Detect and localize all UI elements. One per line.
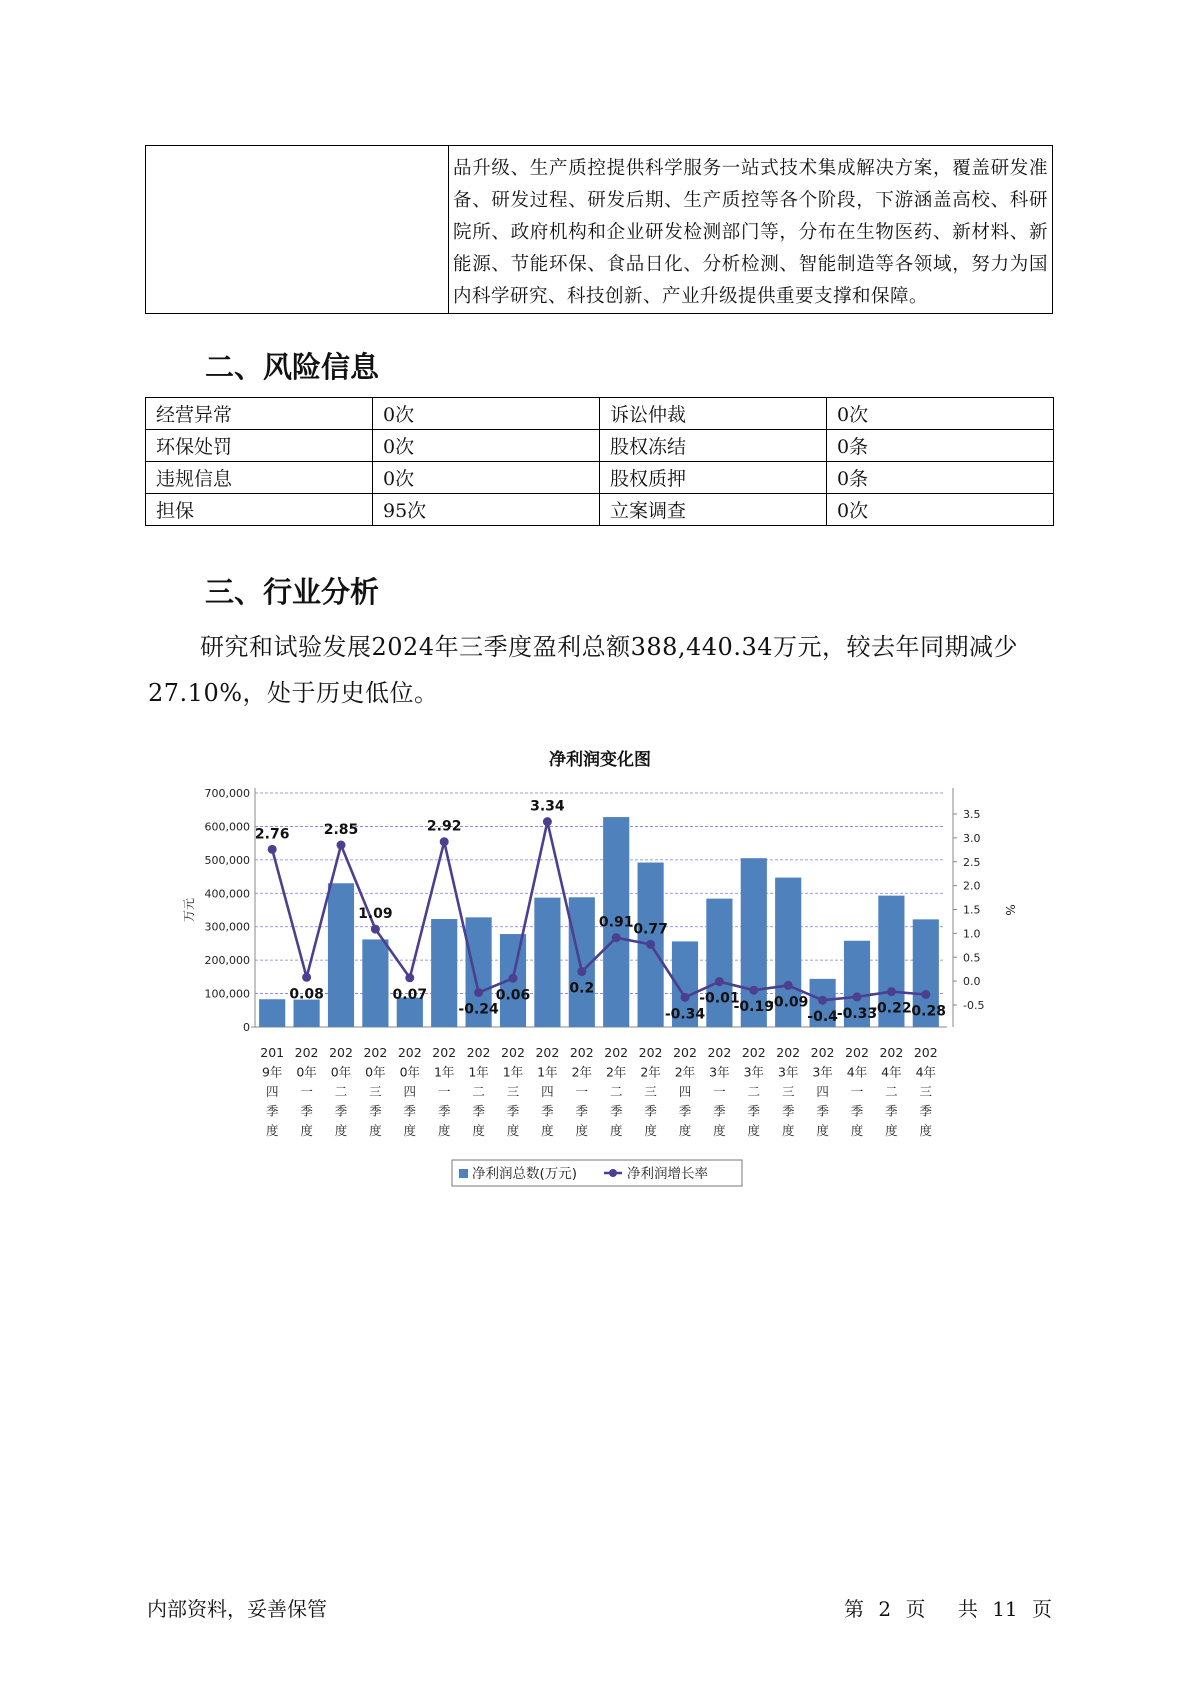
legend-line-marker: [609, 1169, 617, 1177]
page-number: 2: [878, 1597, 892, 1621]
company-intro-table: [145, 145, 1053, 314]
line-point: [681, 993, 690, 1002]
line-point: [371, 925, 380, 934]
x-tick-label: 季: [403, 1103, 417, 1119]
risk-value: 0条: [827, 430, 1054, 462]
x-tick-label: 202: [432, 1045, 457, 1060]
x-tick-label: 202: [535, 1045, 560, 1060]
risk-row: [146, 430, 1054, 462]
x-tick-label: 202: [466, 1045, 491, 1060]
x-tick-label: 1年: [468, 1064, 489, 1080]
risk-row: [146, 398, 1054, 430]
data-label: -0.22: [871, 1000, 912, 1017]
x-tick-label: 202: [776, 1045, 801, 1060]
x-tick-label: 4年: [915, 1064, 937, 1080]
data-label: -0.28: [905, 1003, 946, 1020]
x-tick-label: 季: [575, 1103, 589, 1119]
x-tick-label: 度: [403, 1123, 417, 1138]
x-tick-label: 3年: [709, 1064, 730, 1080]
x-tick-label: 季: [609, 1103, 623, 1119]
risk-label: 股权冻结: [600, 430, 827, 462]
line-point: [302, 973, 311, 982]
x-tick-label: 度: [541, 1123, 554, 1138]
y-tick-label: 400,000: [204, 887, 250, 901]
y-tick-label: 500,000: [204, 853, 250, 867]
x-tick-label: 202: [913, 1045, 938, 1060]
y2-tick-label: -0.5: [963, 999, 985, 1012]
risk-label: 担保: [146, 494, 373, 526]
line-point: [921, 990, 930, 999]
x-tick-label: 度: [472, 1123, 485, 1138]
y2-tick-label: 2.0: [963, 879, 981, 893]
intro-text: 品升级、生产质控提供科学服务一站式技术集成解决方案，覆盖研发准备、研发过程、研发后期、生产质控等各个阶段，下游涵盖高校、科研院所、政府机构和企业研发检测部门等，分布在生物医药、新材料、新能源、节能环保、食品日化、分析检测、智能制造等各领域，努力为国内科学研究、科技创新、产业升级提供重要支撑和保障。: [453, 158, 1048, 307]
line-point: [646, 940, 655, 949]
line-point: [509, 974, 518, 983]
bar: [259, 999, 285, 1027]
x-tick-label: 度: [300, 1123, 313, 1138]
x-tick-label: 度: [369, 1123, 382, 1138]
legend-bar-label: 净利润总数(万元): [472, 1166, 578, 1182]
chart-title: 净利润变化图: [549, 750, 651, 770]
footer-page-info: [844, 1593, 1052, 1622]
x-tick-label: 202: [845, 1045, 869, 1060]
x-tick-label: 一: [300, 1084, 313, 1099]
line-point: [268, 845, 277, 854]
x-tick-label: 0年: [365, 1064, 386, 1080]
risk-label: 违规信息: [146, 462, 373, 494]
x-tick-label: 度: [644, 1123, 657, 1138]
section-title-risk: 二、风险信息: [205, 350, 380, 384]
x-tick-label: 3年: [743, 1064, 765, 1080]
x-tick-label: 度: [265, 1123, 279, 1138]
line-point: [818, 996, 827, 1005]
x-tick-label: 202: [604, 1045, 629, 1060]
bar: [706, 899, 732, 1027]
x-tick-label: 2年: [640, 1064, 661, 1080]
data-label: -0.24: [458, 1001, 499, 1018]
risk-info-table: [145, 397, 1054, 526]
x-tick-label: 季: [334, 1103, 348, 1119]
x-tick-label: 0年: [296, 1064, 317, 1080]
risk-value: 0次: [827, 398, 1054, 430]
x-tick-label: 3年: [812, 1064, 833, 1080]
x-tick-label: 度: [713, 1123, 726, 1138]
y2-tick-label: 1.5: [963, 903, 981, 917]
x-tick-label: 202: [397, 1045, 422, 1060]
industry-paragraph: 研究和试验发展2024年三季度盈利总额388,440.34万元，较去年同期减少27.10%，处于历史低位。: [148, 633, 1018, 707]
page-prefix: 第: [844, 1597, 865, 1621]
page-suffix: 页: [905, 1597, 926, 1621]
x-tick-label: 度: [747, 1123, 761, 1138]
y2-tick-label: 3.5: [963, 808, 981, 821]
risk-label: 经营异常: [146, 398, 373, 430]
x-tick-label: 1年: [502, 1064, 524, 1080]
x-tick-label: 四: [678, 1084, 692, 1099]
x-tick-label: 二: [334, 1084, 348, 1099]
x-tick-label: 季: [885, 1103, 898, 1119]
x-tick-label: 202: [810, 1045, 835, 1060]
total-suffix: 页: [1032, 1597, 1052, 1621]
x-tick-labels: [260, 1045, 937, 1138]
x-tick-label: 三: [506, 1084, 520, 1099]
x-tick-label: 4年: [881, 1064, 902, 1080]
risk-label: 股权质押: [600, 462, 827, 494]
data-label: 0.77: [633, 921, 668, 938]
x-tick-label: 季: [541, 1103, 554, 1119]
data-label: 0.2: [569, 980, 595, 997]
data-label: 0.08: [289, 986, 324, 1003]
x-tick-label: 1年: [537, 1064, 558, 1080]
x-tick-label: 季: [747, 1103, 761, 1119]
y-tick-label: 700,000: [204, 787, 250, 800]
bar: [294, 1000, 320, 1027]
data-label: -0.34: [664, 1006, 706, 1023]
x-tick-label: 三: [919, 1084, 933, 1099]
x-tick-label: 季: [437, 1103, 451, 1119]
x-tick-label: 度: [437, 1123, 451, 1138]
x-tick-label: 度: [506, 1123, 520, 1138]
net-profit-chart: [182, 740, 1017, 1200]
line-point: [612, 933, 621, 942]
data-label: -0.09: [768, 994, 809, 1011]
x-tick-label: 一: [437, 1084, 451, 1099]
line-point: [887, 987, 896, 996]
x-tick-label: 一: [713, 1084, 726, 1099]
x-tick-label: 一: [850, 1084, 864, 1099]
risk-value: 0次: [827, 494, 1054, 526]
y2-axis-label: %: [1003, 904, 1017, 916]
x-tick-label: 3年: [777, 1064, 799, 1080]
x-tick-label: 四: [265, 1084, 279, 1099]
data-label: -0.01: [699, 990, 740, 1007]
x-tick-label: 2年: [674, 1064, 696, 1080]
risk-value: 0次: [373, 398, 600, 430]
legend-bar-swatch: [459, 1169, 468, 1178]
line-point: [715, 977, 724, 986]
data-label: 2.92: [426, 818, 462, 835]
data-label: 0.07: [392, 986, 428, 1003]
total-prefix: 共: [957, 1597, 978, 1621]
line-point: [474, 988, 483, 997]
x-tick-label: 三: [644, 1084, 657, 1099]
x-tick-label: 季: [472, 1103, 485, 1119]
x-tick-label: 202: [329, 1045, 353, 1060]
x-tick-label: 202: [707, 1045, 732, 1060]
y-tick-label: 300,000: [204, 920, 250, 934]
x-tick-label: 202: [879, 1045, 904, 1060]
x-tick-label: 季: [265, 1103, 279, 1119]
x-tick-label: 三: [781, 1084, 795, 1099]
line-point: [337, 841, 346, 850]
data-label: -0.19: [733, 999, 774, 1016]
risk-value: 0次: [373, 462, 600, 494]
y2-tick-label: 1.0: [963, 927, 981, 941]
x-tick-label: 度: [885, 1123, 898, 1138]
x-tick-label: 202: [294, 1045, 319, 1060]
x-tick-label: 季: [644, 1103, 657, 1119]
x-tick-label: 0年: [399, 1064, 421, 1080]
x-tick-label: 二: [885, 1084, 898, 1099]
y-tick-label: 100,000: [204, 987, 250, 1001]
y-axis-label: 万元: [182, 897, 196, 923]
line-point: [543, 817, 552, 826]
intro-content-cell: [449, 146, 1053, 314]
risk-row: [146, 462, 1054, 494]
risk-value: 0条: [827, 462, 1054, 494]
x-tick-label: 202: [501, 1045, 525, 1060]
section-title-industry: 三、行业分析: [205, 575, 380, 609]
x-tick-label: 202: [363, 1045, 388, 1060]
y-tick-label: 0: [243, 1021, 250, 1034]
risk-row: [146, 494, 1054, 526]
x-tick-label: 202: [741, 1045, 766, 1060]
risk-label: 诉讼仲裁: [600, 398, 827, 430]
x-tick-label: 季: [816, 1103, 829, 1119]
data-label: 0.91: [598, 914, 634, 931]
x-tick-label: 季: [919, 1103, 933, 1119]
total-pages: 11: [992, 1597, 1018, 1621]
data-label: 2.76: [254, 826, 290, 843]
x-tick-label: 度: [609, 1123, 623, 1138]
x-tick-label: 1年: [433, 1064, 455, 1080]
x-tick-label: 度: [919, 1123, 933, 1138]
chart-legend: [452, 1160, 742, 1186]
x-tick-label: 四: [403, 1084, 417, 1099]
line-point: [784, 981, 793, 990]
data-label: -0.4: [807, 1009, 838, 1026]
bar: [534, 898, 560, 1027]
x-tick-label: 三: [369, 1084, 382, 1099]
x-tick-label: 季: [678, 1103, 692, 1119]
bar: [328, 883, 354, 1027]
x-tick-label: 度: [575, 1123, 589, 1138]
x-tick-label: 季: [300, 1103, 313, 1119]
x-tick-label: 2年: [571, 1064, 593, 1080]
data-label: 2.85: [323, 822, 359, 839]
data-label: 3.34: [530, 798, 565, 815]
risk-label: 立案调查: [600, 494, 827, 526]
x-tick-label: 二: [609, 1084, 623, 1099]
risk-value: 0次: [373, 430, 600, 462]
line-point: [749, 986, 758, 995]
x-tick-label: 季: [506, 1103, 520, 1119]
x-tick-label: 度: [816, 1123, 829, 1138]
y2-tick-label: 3.0: [963, 831, 981, 845]
bar: [431, 919, 457, 1027]
x-tick-label: 季: [369, 1103, 382, 1119]
intro-label-cell: [146, 146, 449, 314]
x-tick-label: 季: [713, 1103, 726, 1119]
x-tick-label: 度: [334, 1123, 348, 1138]
line-point: [405, 973, 414, 982]
data-labels: [255, 799, 946, 1026]
data-label: 0.06: [495, 987, 531, 1004]
x-tick-label: 202: [569, 1045, 594, 1060]
x-tick-label: 一: [575, 1084, 589, 1099]
line-point: [853, 992, 862, 1001]
legend-line-label: 净利润增长率: [627, 1166, 708, 1182]
line-point: [440, 837, 449, 846]
footer-confidential: 内部资料，妥善保管: [147, 1597, 327, 1621]
data-label: -0.33: [836, 1005, 878, 1022]
y2-tick-label: 2.5: [963, 855, 981, 869]
data-label: 1.09: [358, 906, 393, 923]
x-tick-label: 四: [816, 1084, 829, 1099]
x-tick-label: 二: [747, 1084, 761, 1099]
bar: [362, 939, 388, 1027]
y-tick-label: 200,000: [204, 954, 250, 968]
x-tick-label: 0年: [330, 1064, 352, 1080]
y2-tick-label: 0.5: [963, 951, 981, 965]
x-tick-label: 2年: [605, 1064, 627, 1080]
risk-label: 环保处罚: [146, 430, 373, 462]
x-tick-label: 9年: [261, 1064, 283, 1080]
y-tick-label: 600,000: [204, 820, 250, 834]
risk-value: 95次: [373, 494, 600, 526]
x-tick-label: 201: [260, 1045, 285, 1060]
x-tick-label: 度: [781, 1123, 795, 1138]
x-tick-label: 202: [673, 1045, 697, 1060]
x-tick-label: 季: [781, 1103, 795, 1119]
x-tick-label: 202: [638, 1045, 663, 1060]
x-tick-label: 4年: [846, 1064, 868, 1080]
line-point: [577, 967, 586, 976]
x-tick-label: 度: [850, 1123, 864, 1138]
x-tick-label: 二: [472, 1084, 485, 1099]
x-tick-label: 度: [678, 1123, 692, 1138]
x-tick-label: 季: [850, 1103, 864, 1119]
y2-tick-label: 0.0: [963, 975, 981, 989]
x-tick-label: 四: [541, 1084, 554, 1099]
